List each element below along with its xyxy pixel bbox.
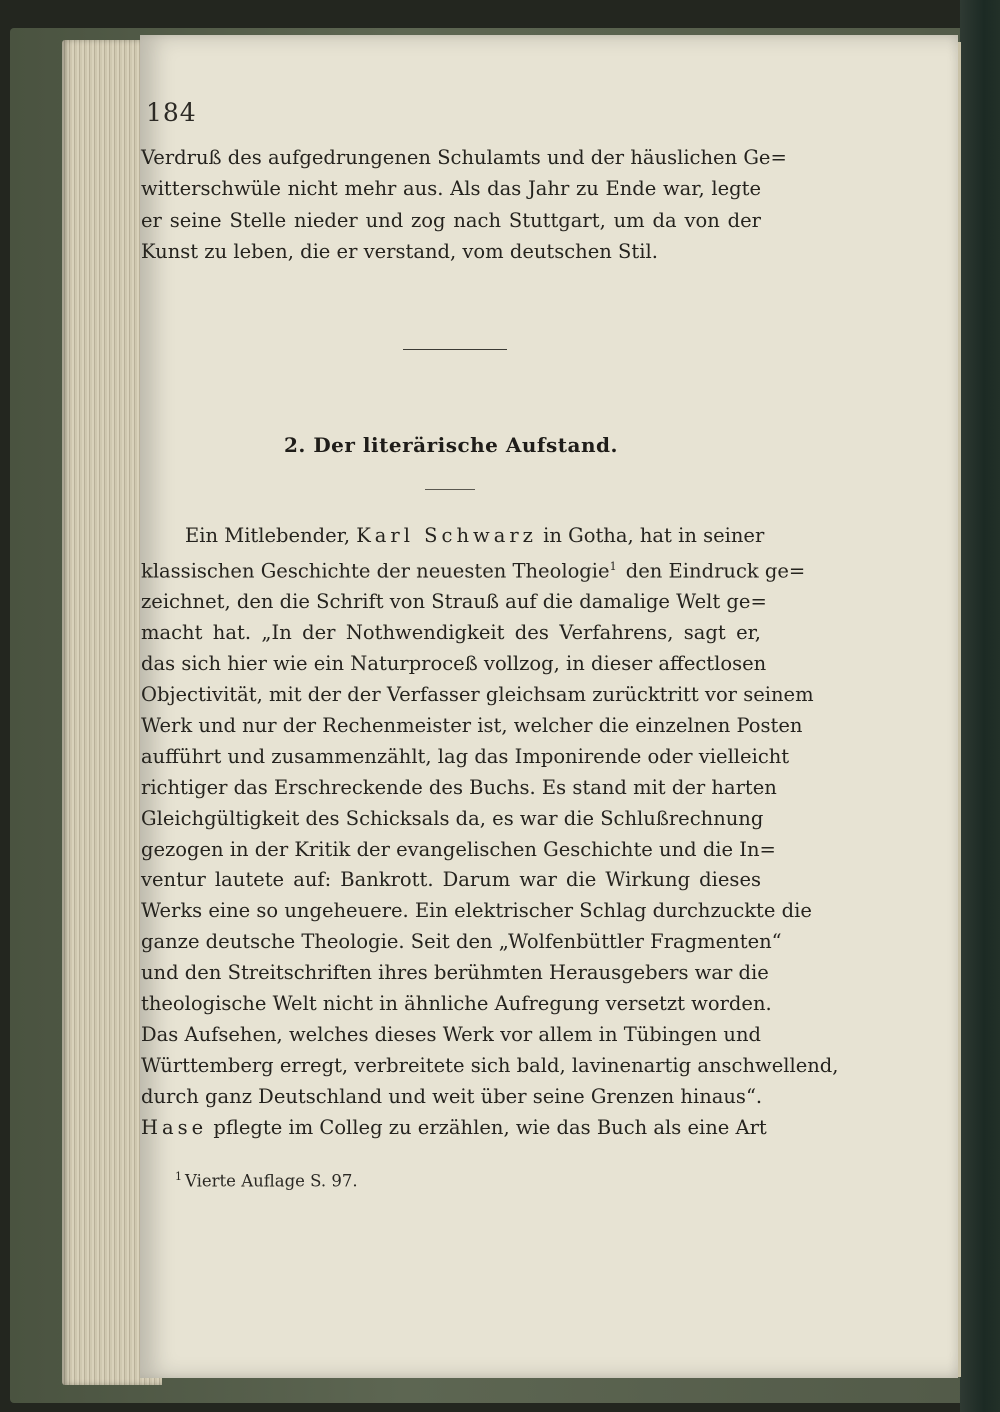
text-line: Württemberg erregt, verbreitete sich bald, lavinenartig anschwellend, bbox=[141, 1053, 839, 1077]
text-line: Das Aufsehen, welches dieses Werk vor allem in Tübingen und bbox=[141, 1023, 761, 1046]
paragraph-2 bbox=[141, 521, 839, 1144]
text-segment: pflegte im Colleg zu erzählen, wie das Buch als eine Art bbox=[207, 1115, 767, 1139]
footnote-reference: 1 bbox=[609, 559, 617, 573]
section-heading: 2. Der literärische Aufstand. bbox=[284, 433, 618, 457]
text-line: Kunst zu leben, die er verstand, vom deutschen Stil. bbox=[141, 239, 658, 263]
text-line: Objectivität, mit der der Verfasser gleichsam zurücktritt vor seinem bbox=[141, 683, 814, 707]
text-line: aufführt und zusammenzählt, lag das Imponirende oder vielleicht bbox=[141, 744, 790, 768]
text-line: Gleichgültigkeit des Schicksals da, es war die Schlußrechnung bbox=[141, 806, 764, 830]
text-line: Werk und nur der Rechenmeister ist, welcher die einzelnen Posten bbox=[141, 713, 803, 737]
text-line: gezogen in der Kritik der evangelischen Geschichte und die In= bbox=[141, 837, 776, 861]
author-name: Karl Schwarz bbox=[356, 524, 537, 547]
text-line bbox=[141, 1113, 767, 1144]
text-line: ganze deutsche Theologie. Seit den „Wolfenbüttler Fragmenten“ bbox=[141, 930, 782, 954]
heading-underline bbox=[425, 489, 475, 490]
text-segment: in Gotha, hat in seiner bbox=[536, 524, 765, 547]
footnote bbox=[175, 1170, 358, 1191]
text-line: macht hat. „In der Nothwendigkeit des Verfahrens, sagt er, bbox=[141, 621, 761, 645]
text-line: er seine Stelle nieder und zog nach Stuttgart, um da von der bbox=[141, 208, 761, 232]
author-name: Hase bbox=[141, 1115, 208, 1139]
text-segment: Ein Mitlebender, bbox=[185, 524, 357, 547]
book-cover-right-edge bbox=[960, 0, 1000, 1412]
footnote-number: 1 bbox=[175, 1170, 182, 1183]
page-number: 184 bbox=[146, 98, 197, 127]
section-divider bbox=[403, 349, 507, 350]
text-segment: den Eindruck ge= bbox=[619, 559, 806, 583]
text-line: witterschwüle nicht mehr aus. Als das Jahr zu Ende war, legte bbox=[141, 177, 761, 201]
text-line: durch ganz Deutschland und weit über seine Grenzen hinaus“. bbox=[141, 1084, 763, 1108]
text-line: ventur lautete auf: Bankrott. Darum war die Wirkung dieses bbox=[141, 868, 761, 892]
text-line bbox=[141, 521, 765, 552]
footnote-text: Vierte Auflage S. 97. bbox=[185, 1171, 358, 1191]
text-line: das sich hier wie ein Naturproceß vollzog, in dieser affectlosen bbox=[141, 652, 767, 676]
text-line: zeichnet, den die Schrift von Strauß auf die damalige Welt ge= bbox=[141, 590, 767, 614]
text-line: Werks eine so ungeheuere. Ein elektrischer Schlag durchzuckte die bbox=[141, 899, 812, 923]
text-line: theologische Welt nicht in ähnliche Aufregung versetzt worden. bbox=[141, 992, 772, 1016]
text-line: und den Streitschriften ihres berühmten Herausgebers war die bbox=[141, 961, 769, 985]
text-line: richtiger das Erschreckende des Buchs. Es stand mit der harten bbox=[141, 775, 777, 799]
text-line bbox=[141, 552, 806, 587]
paragraph-1 bbox=[141, 142, 787, 267]
text-segment: klassischen Geschichte der neuesten Theologie bbox=[141, 559, 610, 583]
text-line: Verdruß des aufgedrungenen Schulamts und der häuslichen Ge= bbox=[141, 146, 787, 169]
